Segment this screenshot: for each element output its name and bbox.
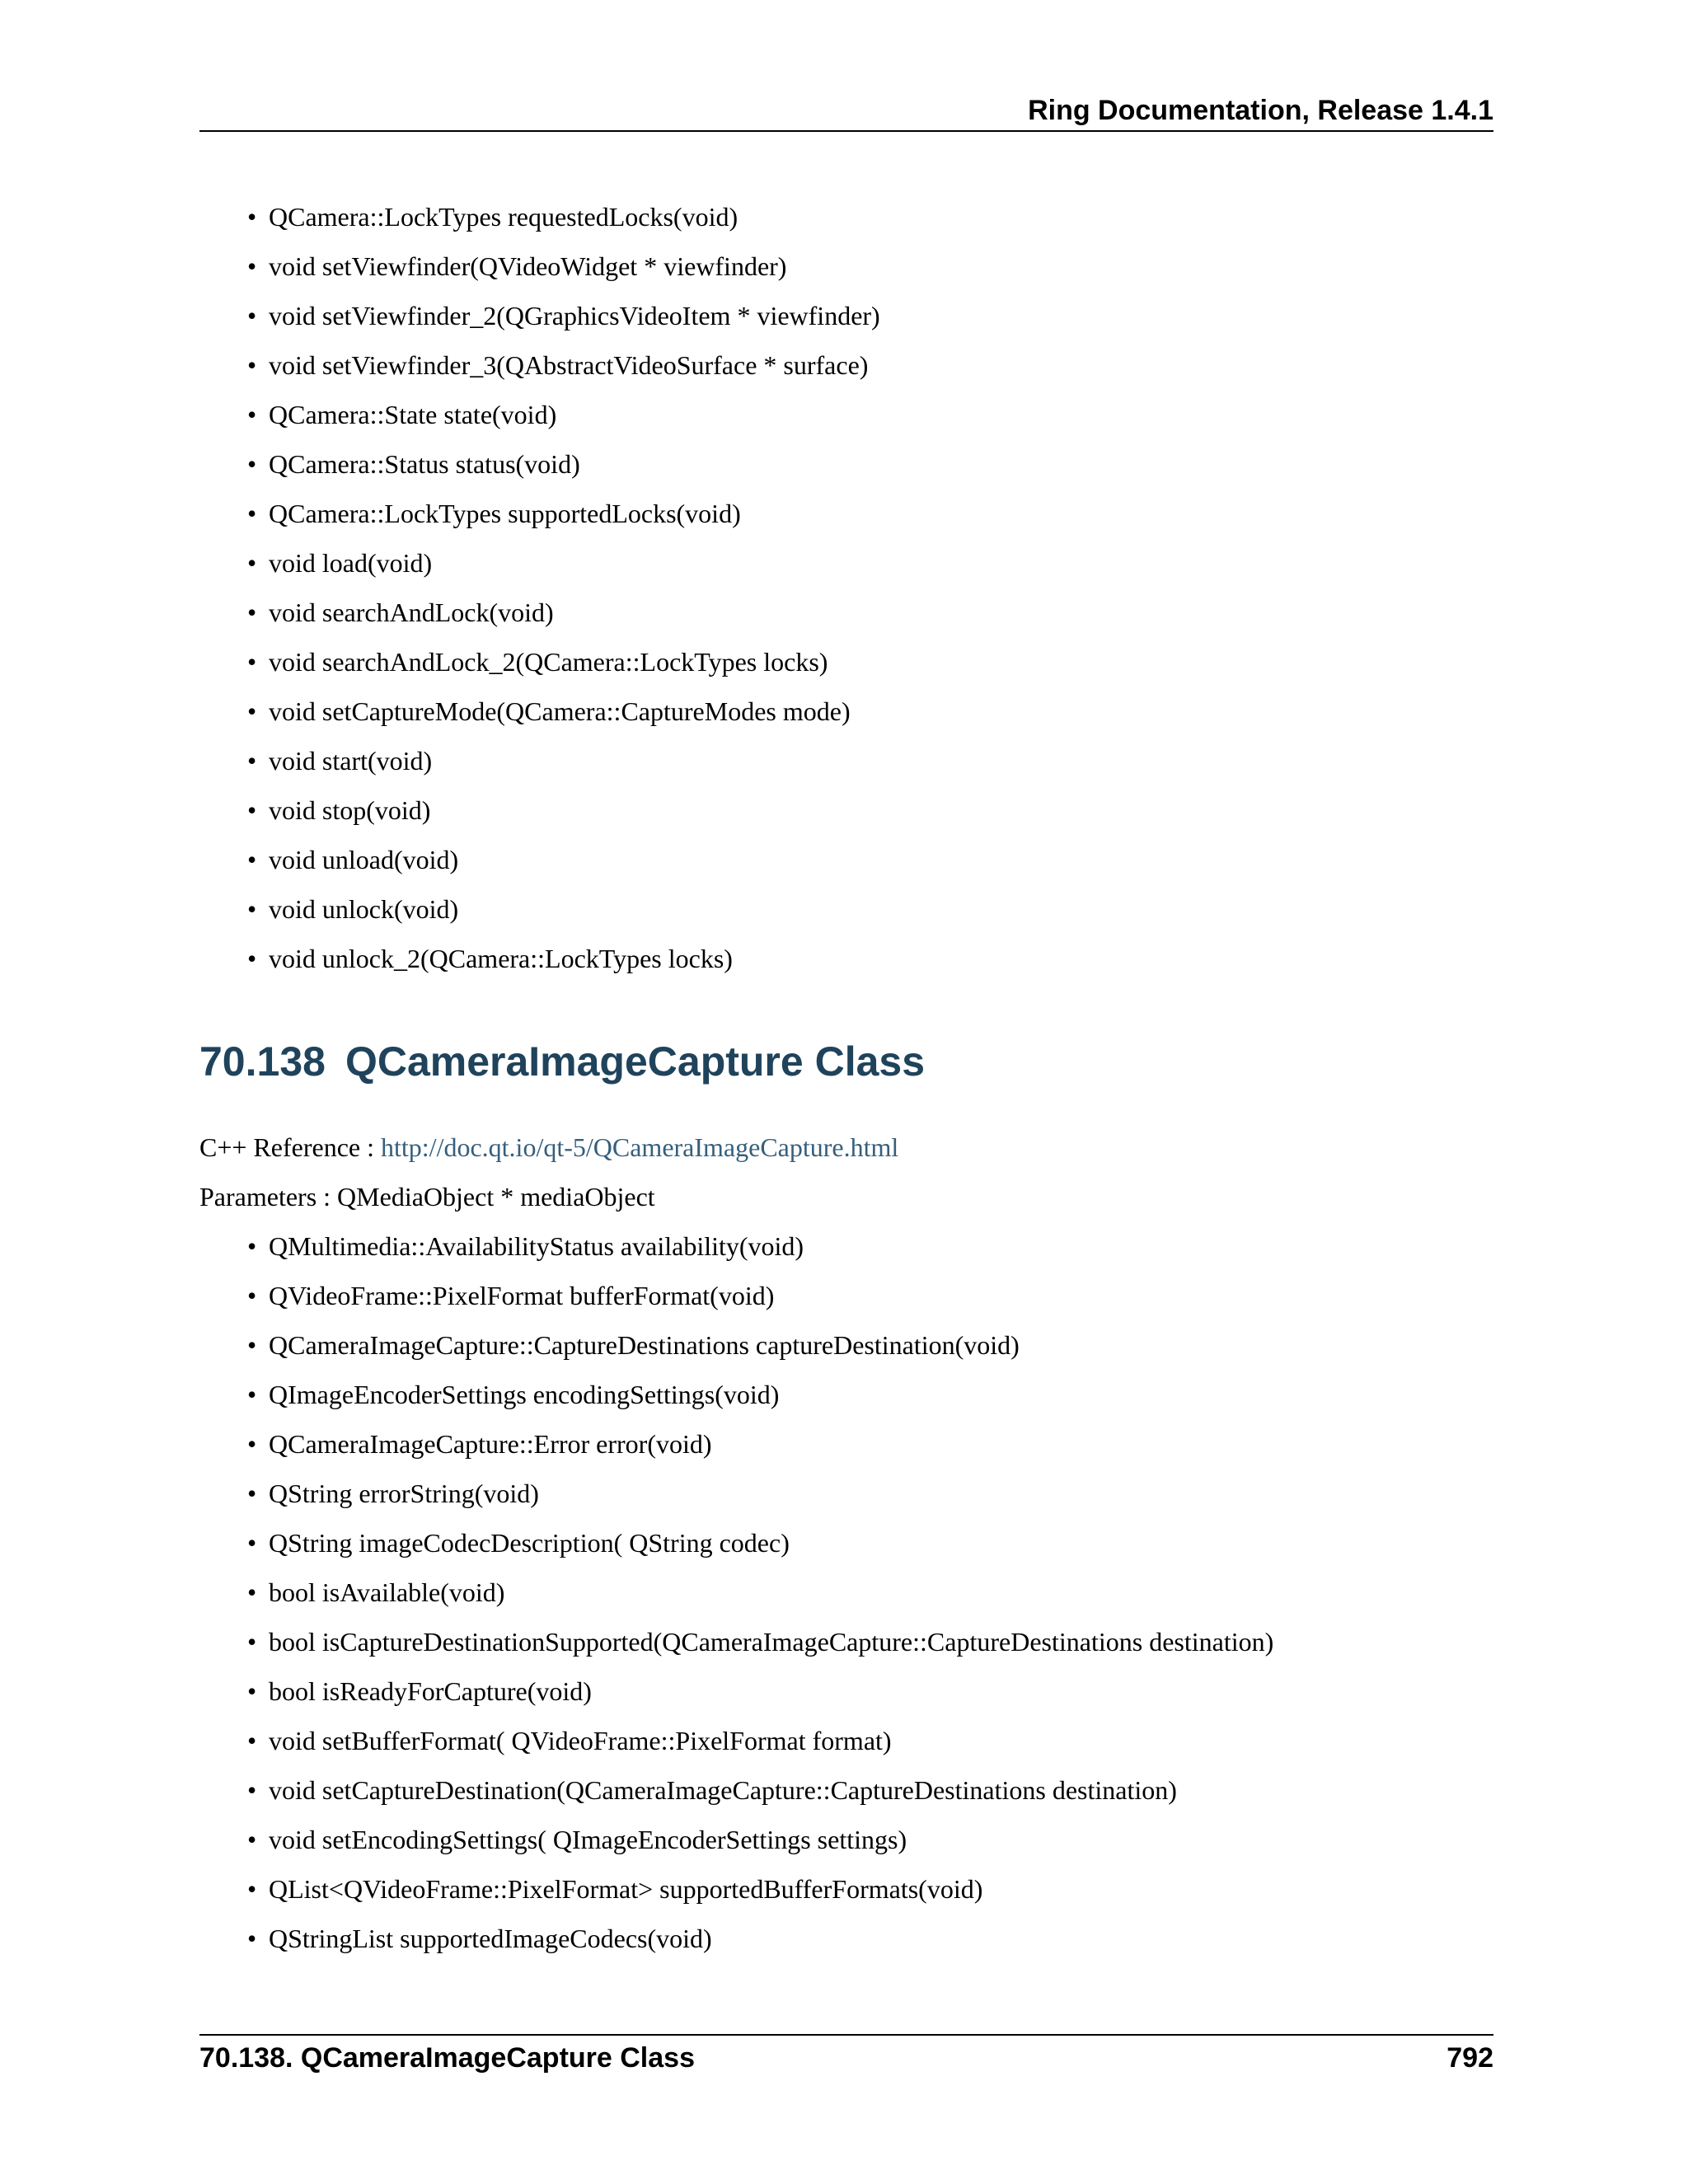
bullet-icon: •: [247, 894, 257, 924]
bullet-icon: •: [247, 1775, 257, 1805]
page-header: [199, 91, 1493, 132]
method-signature: bool isCaptureDestinationSupported(QCameraImageCapture::CaptureDestinations destination): [269, 1627, 1274, 1657]
method-signature: void setCaptureDestination(QCameraImageCapture::CaptureDestinations destination): [269, 1775, 1177, 1805]
bullet-icon: •: [247, 1330, 257, 1360]
bullet-icon: •: [247, 944, 257, 973]
bullet-icon: •: [247, 1380, 257, 1409]
method-signature: void searchAndLock_2(QCamera::LockTypes locks): [269, 647, 828, 677]
list-item: [247, 1221, 1273, 1271]
reference-link[interactable]: http://doc.qt.io/qt-5/QCameraImageCapture.html: [381, 1132, 899, 1162]
bullet-icon: •: [247, 696, 257, 726]
list-item: [247, 1370, 1273, 1419]
footer-section-label: 70.138. QCameraImageCapture Class: [199, 2042, 695, 2074]
list-item: [247, 884, 880, 934]
method-signature: QCamera::LockTypes requestedLocks(void): [269, 202, 738, 232]
list-item: [247, 1914, 1273, 1963]
method-signature: QString imageCodecDescription( QString codec): [269, 1528, 790, 1558]
method-signature: void unlock(void): [269, 894, 459, 924]
bullet-icon: •: [247, 795, 257, 825]
list-item: [247, 785, 880, 835]
bullet-icon: •: [247, 499, 257, 528]
cpp-reference-line: [199, 1122, 898, 1172]
list-item: [247, 489, 880, 538]
list-item: [247, 637, 880, 687]
method-signature: QCameraImageCapture::CaptureDestinations captureDestination(void): [269, 1330, 1020, 1360]
bullet-icon: •: [247, 1281, 257, 1310]
list-item: [247, 1568, 1273, 1617]
list-item: [247, 439, 880, 489]
list-item: [247, 1765, 1273, 1815]
method-signature: QVideoFrame::PixelFormat bufferFormat(void): [269, 1281, 775, 1310]
method-signature: QString errorString(void): [269, 1479, 539, 1508]
method-signature: bool isAvailable(void): [269, 1577, 505, 1607]
method-signature: QImageEncoderSettings encodingSettings(void): [269, 1380, 780, 1409]
list-item: [247, 390, 880, 439]
bullet-icon: •: [247, 1429, 257, 1459]
list-item: [247, 1666, 1273, 1716]
list-item: [247, 1518, 1273, 1568]
bullet-icon: •: [247, 1577, 257, 1607]
method-signature: void setCaptureMode(QCamera::CaptureModes mode): [269, 696, 851, 726]
bullet-icon: •: [247, 1874, 257, 1904]
list-item: [247, 1469, 1273, 1518]
bullet-icon: •: [247, 251, 257, 281]
bullet-icon: •: [247, 350, 257, 380]
qcamera-method-list: [247, 192, 880, 983]
page-number: 792: [1447, 2042, 1493, 2074]
method-signature: QCamera::State state(void): [269, 400, 557, 429]
bullet-icon: •: [247, 202, 257, 232]
list-item: [247, 736, 880, 785]
method-signature: void searchAndLock(void): [269, 598, 554, 627]
bullet-icon: •: [247, 1676, 257, 1706]
method-signature: void unload(void): [269, 845, 459, 874]
list-item: [247, 1815, 1273, 1864]
bullet-icon: •: [247, 598, 257, 627]
method-signature: QCamera::Status status(void): [269, 449, 580, 479]
bullet-icon: •: [247, 746, 257, 776]
list-item: [247, 934, 880, 983]
list-item: [247, 687, 880, 736]
bullet-icon: •: [247, 1924, 257, 1953]
list-item: [247, 588, 880, 637]
method-signature: void setViewfinder(QVideoWidget * viewfinder): [269, 251, 787, 281]
method-signature: void stop(void): [269, 795, 431, 825]
list-item: [247, 1716, 1273, 1765]
method-signature: void setEncodingSettings( QImageEncoderSettings settings): [269, 1825, 907, 1854]
method-signature: void setBufferFormat( QVideoFrame::PixelFormat format): [269, 1726, 892, 1755]
list-item: [247, 340, 880, 390]
reference-label: C++ Reference :: [199, 1132, 381, 1162]
method-signature: QMultimedia::AvailabilityStatus availability(void): [269, 1231, 804, 1261]
method-signature: QCamera::LockTypes supportedLocks(void): [269, 499, 741, 528]
list-item: [247, 291, 880, 340]
bullet-icon: •: [247, 301, 257, 330]
bullet-icon: •: [247, 845, 257, 874]
method-signature: void setViewfinder_3(QAbstractVideoSurface * surface): [269, 350, 869, 380]
section-number: 70.138: [199, 1038, 326, 1085]
list-item: [247, 835, 880, 884]
section-heading: [199, 1033, 925, 1090]
bullet-icon: •: [247, 400, 257, 429]
list-item: [247, 1271, 1273, 1320]
method-signature: void start(void): [269, 746, 433, 776]
bullet-icon: •: [247, 1479, 257, 1508]
bullet-icon: •: [247, 548, 257, 578]
list-item: [247, 1320, 1273, 1370]
method-signature: void load(void): [269, 548, 433, 578]
list-item: [247, 192, 880, 241]
method-signature: void unlock_2(QCamera::LockTypes locks): [269, 944, 733, 973]
page-footer: [199, 2034, 1493, 2085]
bullet-icon: •: [247, 1528, 257, 1558]
list-item: [247, 1617, 1273, 1666]
bullet-icon: •: [247, 1726, 257, 1755]
bullet-icon: •: [247, 1231, 257, 1261]
list-item: [247, 1419, 1273, 1469]
list-item: [247, 1864, 1273, 1914]
section-title: QCameraImageCapture Class: [345, 1038, 926, 1085]
bullet-icon: •: [247, 647, 257, 677]
method-signature: QList<QVideoFrame::PixelFormat> supportedBufferFormats(void): [269, 1874, 983, 1904]
qcameraimagecapture-method-list: [247, 1221, 1273, 1963]
method-signature: QStringList supportedImageCodecs(void): [269, 1924, 712, 1953]
bullet-icon: •: [247, 449, 257, 479]
parameters-line: Parameters : QMediaObject * mediaObject: [199, 1182, 655, 1212]
bullet-icon: •: [247, 1627, 257, 1657]
list-item: [247, 538, 880, 588]
bullet-icon: •: [247, 1825, 257, 1854]
method-signature: void setViewfinder_2(QGraphicsVideoItem * viewfinder): [269, 301, 880, 330]
list-item: [247, 241, 880, 291]
method-signature: bool isReadyForCapture(void): [269, 1676, 592, 1706]
method-signature: QCameraImageCapture::Error error(void): [269, 1429, 712, 1459]
document-title: Ring Documentation, Release 1.4.1: [1028, 95, 1493, 126]
